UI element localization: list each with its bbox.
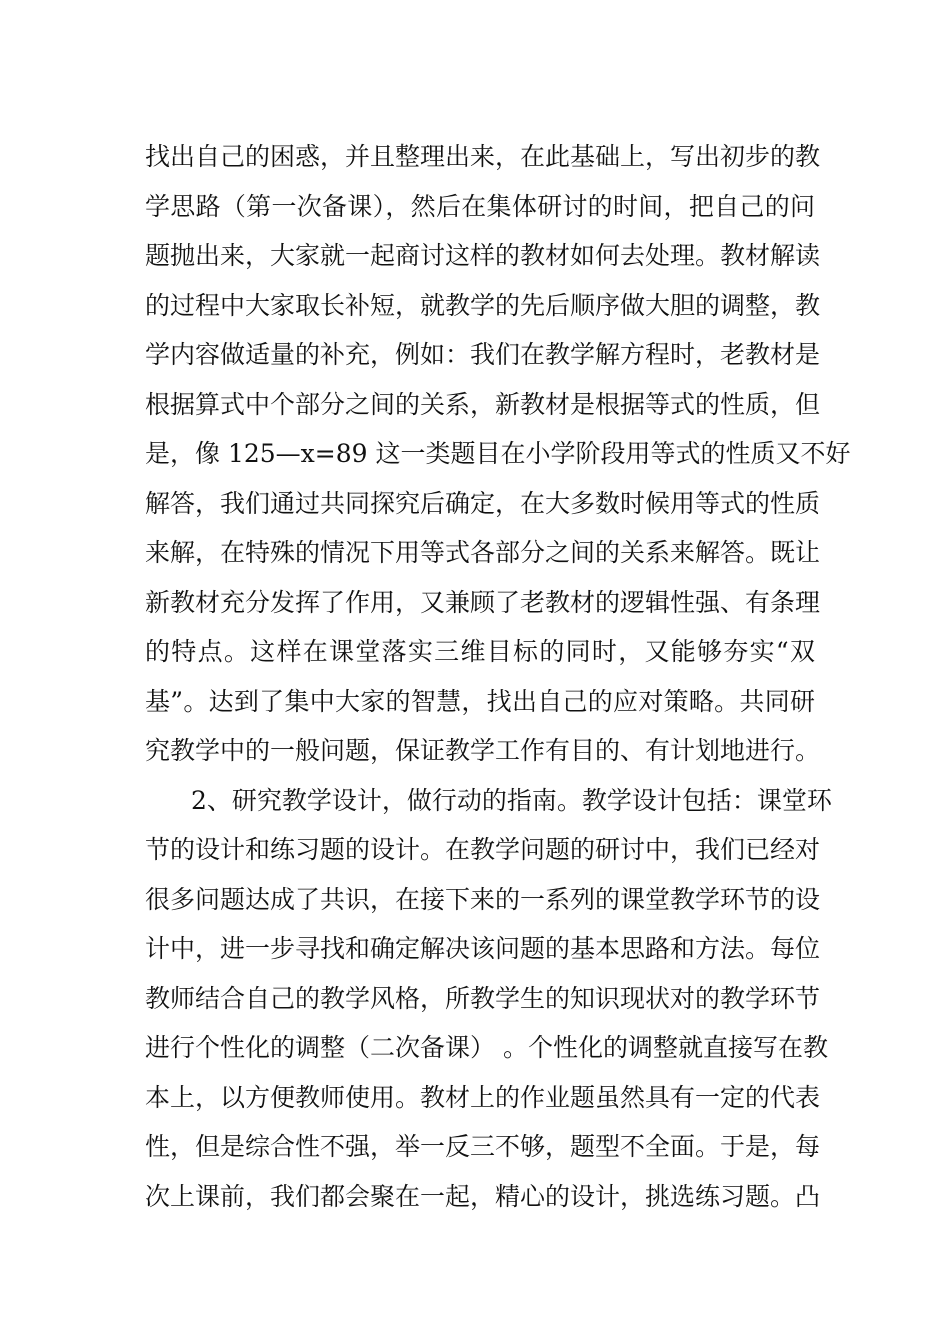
text-line: 本上，以方便教师使用。教材上的作业题虽然具有一定的代表 xyxy=(145,1082,821,1112)
paragraph-end-line: 究教学中的一般问题，保证教学工作有目的、有计划地进行。 xyxy=(145,736,821,765)
text-line: 次上课前，我们都会聚在一起，精心的设计，挑选练习题。凸 xyxy=(145,1181,821,1211)
body-text xyxy=(145,132,851,1221)
text-line: 题抛出来，大家就一起商讨这样的教材如何去处理。教材解读 xyxy=(145,241,821,270)
text-line: 是，像 125—x=89 这一类题目在小学阶段用等式的性质又不好 xyxy=(145,439,851,468)
text-line: 很多问题达成了共识，在接下来的一系列的课堂教学环节的设 xyxy=(145,884,821,914)
text-line: 基”。达到了集中大家的智慧，找出自己的应对策略。共同研 xyxy=(145,686,815,716)
text-line: 的过程中大家取长补短，就教学的先后顺序做大胆的调整，教 xyxy=(145,290,821,320)
text-line: 性，但是综合性不强，举一反三不够，题型不全面。于是，每 xyxy=(145,1132,821,1161)
text-line: 进行个性化的调整（二次备课） 。个性化的调整就直接写在教 xyxy=(145,1033,828,1062)
text-line: 新教材充分发挥了作用，又兼顾了老教材的逻辑性强、有条理 xyxy=(145,587,821,617)
text-line: 找出自己的困惑，并且整理出来，在此基础上，写出初步的教 xyxy=(145,142,821,171)
text-line: 计中，进一步寻找和确定解决该问题的基本思路和方法。每位 xyxy=(145,934,821,963)
text-line: 来解，在特殊的情况下用等式各部分之间的关系来解答。既让 xyxy=(145,538,821,567)
text-line: 的特点。这样在课堂落实三维目标的同时，又能够夯实“双 xyxy=(145,637,815,666)
text-line: 根据算式中个部分之间的关系，新教材是根据等式的性质，但 xyxy=(145,389,821,419)
paragraph-start-line: 2、研究教学设计，做行动的指南。教学设计包括：课堂环 xyxy=(191,785,832,815)
text-line: 节的设计和练习题的设计。在教学问题的研讨中，我们已经对 xyxy=(145,835,821,864)
text-line: 解答，我们通过共同探究后确定，在大多数时候用等式的性质 xyxy=(145,488,821,518)
text-line: 学思路（第一次备课），然后在集体研讨的时间，把自己的问 xyxy=(145,191,815,221)
text-line: 教师结合自己的教学风格，所教学生的知识现状对的教学环节 xyxy=(145,983,821,1013)
text-line: 学内容做适量的补充，例如：我们在教学解方程时，老教材是 xyxy=(145,340,821,369)
